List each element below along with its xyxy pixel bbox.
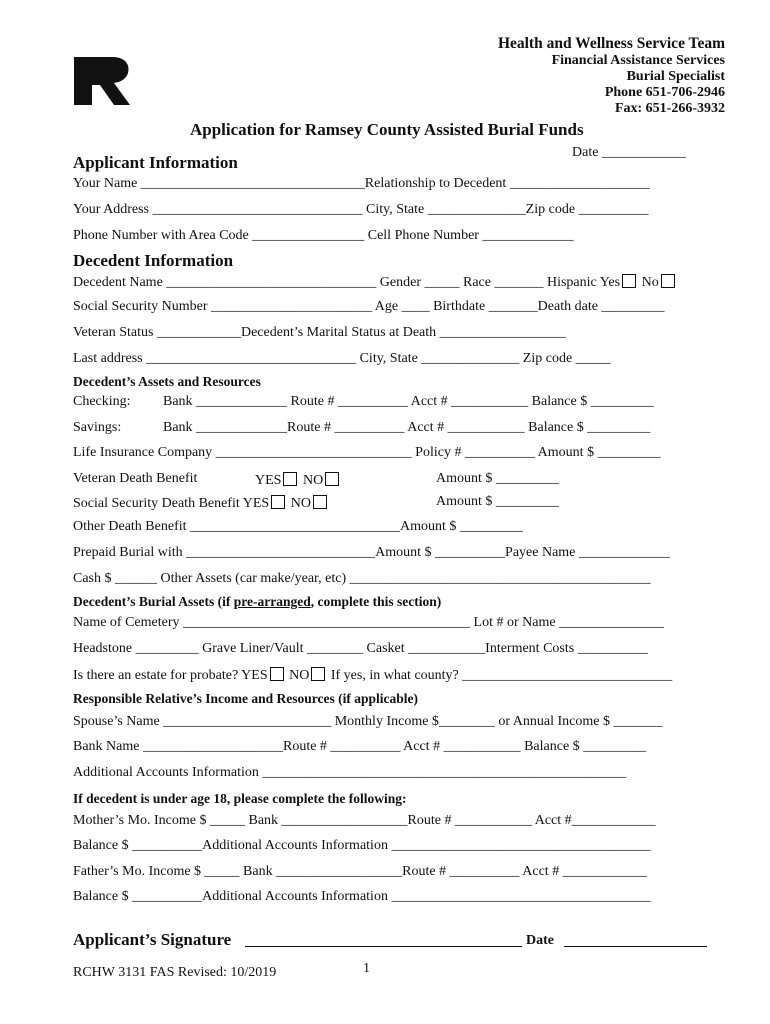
ss-amount[interactable]: Amount $ _________ — [436, 494, 559, 509]
relative-bank-line[interactable]: Bank Name ____________________Route # __________ Acct # ___________ Balance $ _________ — [73, 739, 647, 754]
decedent-heading: Decedent Information — [73, 251, 234, 270]
decedent-line-2[interactable]: Social Security Number _______________________ Age ____ Birthdate _______Death date _________ — [73, 299, 665, 314]
ss-yes-checkbox[interactable] — [271, 495, 285, 509]
ss-no-label: NO — [290, 496, 311, 511]
department: Financial Assistance Services — [551, 53, 725, 68]
team-name: Health and Wellness Service Team — [497, 35, 725, 52]
mother-balance-line[interactable]: Balance $ __________Additional Accounts Information _____________________________________ — [73, 838, 651, 853]
phone: Phone 651-706-2946 — [604, 85, 725, 100]
form-id: RCHW 3131 FAS Revised: 10/2019 — [73, 965, 277, 980]
probate-county[interactable]: If yes, in what county? ______________________________ — [330, 668, 673, 683]
ss-yes-label: Social Security Death Benefit YES — [73, 496, 270, 511]
role: Burial Specialist — [626, 69, 725, 84]
burial-heading-b: , complete this section) — [310, 594, 442, 609]
life-insurance-line[interactable]: Life Insurance Company ____________________________ Policy # __________ Amount $ _________ — [73, 445, 661, 460]
veteran-amount[interactable]: Amount $ _________ — [436, 471, 559, 486]
relative-heading: Responsible Relative’s Income and Resources (if applicable) — [73, 691, 418, 706]
veteran-benefit-label: Veteran Death Benefit — [73, 471, 198, 486]
signature-label: Applicant’s Signature — [73, 930, 232, 949]
form-title: Application for Ramsey County Assisted Burial Funds — [190, 120, 584, 139]
probate-yes-label: Is there an estate for probate? YES — [73, 668, 268, 683]
probate-line[interactable] — [73, 667, 672, 683]
burial-heading — [73, 595, 441, 609]
signature-field[interactable] — [245, 946, 522, 947]
probate-no-label: NO — [289, 668, 310, 683]
applicant-heading: Applicant Information — [73, 153, 238, 172]
mother-income-line[interactable]: Mother’s Mo. Income $ _____ Bank __________________Route # ___________ Acct #____________ — [73, 813, 656, 828]
hispanic-no-checkbox[interactable] — [661, 274, 675, 288]
hispanic-yes-checkbox[interactable] — [622, 274, 636, 288]
savings-label: Savings: — [73, 420, 122, 435]
decedent-line-4[interactable]: Last address ______________________________ City, State ______________ Zip code _____ — [73, 351, 611, 366]
probate-yes-checkbox[interactable] — [270, 667, 284, 681]
veteran-benefit-options[interactable] — [255, 472, 341, 488]
vet-yes-checkbox[interactable] — [283, 472, 297, 486]
page-number: 1 — [363, 961, 370, 976]
decedent-name-gender-race[interactable]: Decedent Name ______________________________ Gender _____ Race _______ Hispanic Yes — [73, 275, 621, 290]
prepaid-burial-line[interactable]: Prepaid Burial with ___________________________Amount $ __________Payee Name _____________ — [73, 545, 670, 560]
applicant-line-3[interactable]: Phone Number with Area Code ________________ Cell Phone Number _____________ — [73, 228, 574, 243]
father-balance-line[interactable]: Balance $ __________Additional Accounts Information _____________________________________ — [73, 889, 651, 904]
checking-label: Checking: — [73, 394, 131, 409]
applicant-line-1[interactable]: Your Name ________________________________Relationship to Decedent ____________________ — [73, 176, 650, 191]
probate-no-checkbox[interactable] — [311, 667, 325, 681]
signature-date-field[interactable] — [564, 946, 707, 947]
minor-heading: If decedent is under age 18, please complete the following: — [73, 791, 407, 806]
signature-date-label: Date — [526, 933, 554, 948]
savings-fields[interactable]: Bank _____________Route # __________ Acct # ___________ Balance $ _________ — [163, 420, 651, 435]
burial-heading-a: Decedent’s Burial Assets (if — [73, 594, 234, 609]
headstone-line[interactable]: Headstone _________ Grave Liner/Vault ________ Casket ___________Interment Costs __________ — [73, 641, 648, 656]
applicant-line-2[interactable]: Your Address ______________________________ City, State ______________Zip code __________ — [73, 202, 649, 217]
vet-no-label: NO — [302, 473, 324, 488]
burial-heading-underlined: pre-arranged — [233, 594, 311, 609]
cash-line[interactable]: Cash $ ______ Other Assets (car make/year, etc) ___________________________________________ — [73, 571, 651, 586]
assets-heading: Decedent’s Assets and Resources — [73, 374, 261, 389]
decedent-line-3[interactable]: Veteran Status ____________Decedent’s Marital Status at Death __________________ — [73, 325, 566, 340]
other-benefit-line[interactable]: Other Death Benefit ______________________________Amount $ _________ — [73, 519, 523, 534]
checking-fields[interactable]: Bank _____________ Route # __________ Acct # ___________ Balance $ _________ — [163, 394, 654, 409]
vet-yes-label: YES — [255, 473, 282, 488]
decedent-line-1[interactable] — [73, 274, 677, 290]
vet-no-checkbox[interactable] — [325, 472, 339, 486]
date-field[interactable]: Date ____________ — [572, 145, 686, 160]
spouse-line[interactable]: Spouse’s Name ________________________ Monthly Income $________ or Annual Income $ _______ — [73, 714, 663, 729]
hispanic-no-label: No — [641, 275, 659, 290]
fax: Fax: 651-266-3932 — [614, 101, 725, 116]
ss-benefit-line[interactable] — [73, 495, 329, 511]
ss-no-checkbox[interactable] — [313, 495, 327, 509]
father-income-line[interactable]: Father’s Mo. Income $ _____ Bank __________________Route # __________ Acct # ____________ — [73, 864, 647, 879]
cemetery-line[interactable]: Name of Cemetery _________________________________________ Lot # or Name _______________ — [73, 615, 665, 630]
ramsey-county-logo — [74, 57, 132, 105]
relative-accounts-line[interactable]: Additional Accounts Information ____________________________________________________ — [73, 765, 627, 780]
